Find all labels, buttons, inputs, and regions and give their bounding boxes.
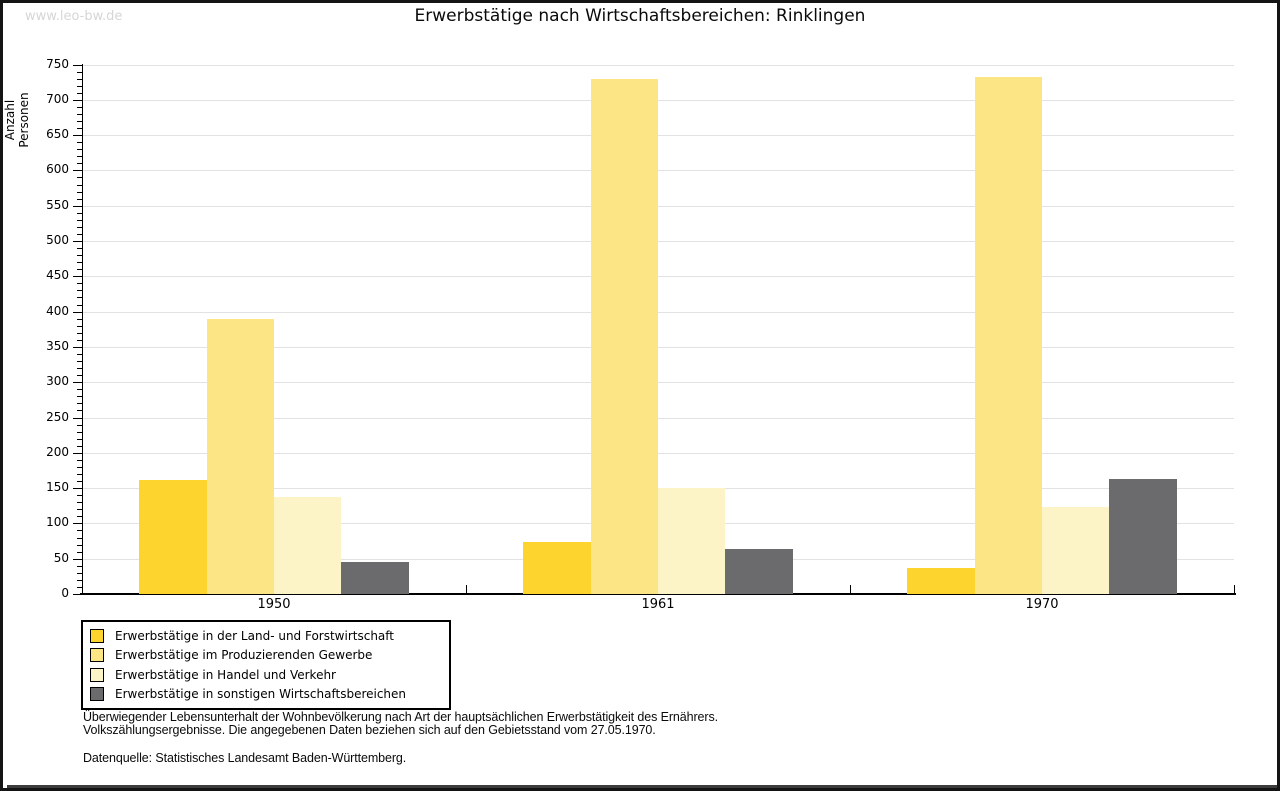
gridline (82, 206, 1234, 207)
bar (139, 480, 206, 594)
y-tick-label: 350 (46, 338, 69, 353)
x-boundary-tick (850, 585, 851, 593)
x-category-label: 1950 (257, 597, 291, 612)
bar (274, 497, 341, 594)
y-major-tick (73, 453, 82, 454)
legend-item (90, 665, 449, 685)
y-tick-label: 50 (53, 550, 69, 565)
gridline (82, 100, 1234, 101)
y-major-tick (73, 170, 82, 171)
x-category-label: 1970 (1025, 597, 1059, 612)
y-major-tick (73, 241, 82, 242)
y-major-tick (73, 206, 82, 207)
y-tick-label: 200 (46, 444, 69, 459)
y-tick-label: 500 (46, 233, 69, 247)
y-major-tick (73, 523, 82, 524)
footnote-line-2: Volkszählungsergebnisse. Die angegebenen Daten beziehen sich auf den Gebietsstand vom 27.05.1970. (83, 723, 656, 737)
legend (81, 620, 451, 710)
y-major-tick (73, 488, 82, 489)
y-axis-title: Anzahl Personen (3, 92, 31, 148)
legend-items (90, 626, 449, 704)
bar (907, 568, 974, 594)
legend-item (90, 626, 449, 646)
legend-label: Erwerbstätige im Produzierenden Gewerbe (115, 648, 373, 663)
y-tick-label: 250 (46, 409, 69, 424)
bar (658, 488, 725, 594)
y-tick-label: 100 (46, 515, 69, 530)
x-boundary-tick (82, 585, 83, 593)
bar (1042, 507, 1109, 594)
y-tick-label: 550 (46, 197, 69, 212)
gridline (82, 170, 1234, 171)
legend-label: Erwerbstätige in sonstigen Wirtschaftsbereichen (115, 687, 407, 702)
watermark: www.leo-bw.de (25, 9, 123, 24)
y-tick-label: 150 (46, 480, 69, 495)
bar (725, 549, 792, 594)
y-tick-label: 400 (46, 303, 69, 318)
legend-swatch (90, 629, 104, 643)
x-category-label: 1961 (641, 597, 675, 612)
y-major-tick (73, 559, 82, 560)
gridline (82, 276, 1234, 277)
y-major-tick (73, 382, 82, 383)
bar (523, 542, 590, 594)
y-major-tick (73, 418, 82, 419)
y-tick-label: 700 (46, 91, 69, 106)
y-tick-label: 0 (61, 586, 69, 600)
y-major-tick (73, 100, 82, 101)
window-bottom-shadow (7, 785, 1280, 791)
gridline (82, 312, 1234, 313)
y-major-tick (73, 65, 82, 66)
x-boundary-tick (1234, 585, 1235, 593)
gridline (82, 241, 1234, 242)
bar (975, 77, 1042, 594)
y-major-tick (73, 276, 82, 277)
y-tick-label: 300 (46, 374, 69, 389)
y-axis-line (82, 64, 83, 594)
y-major-tick (73, 347, 82, 348)
y-major-tick (73, 312, 82, 313)
legend-swatch (90, 687, 104, 701)
y-tick-label: 750 (46, 56, 69, 71)
gridline (82, 135, 1234, 136)
y-tick-label: 650 (46, 127, 69, 142)
bar (207, 319, 274, 594)
bar (591, 79, 658, 594)
legend-item (90, 646, 449, 666)
y-tick-label: 600 (46, 162, 69, 177)
legend-swatch (90, 668, 104, 682)
legend-label: Erwerbstätige in der Land- und Forstwirtschaft (115, 628, 394, 643)
bar (1109, 479, 1176, 594)
y-major-tick (73, 135, 82, 136)
y-tick-label: 450 (46, 268, 69, 283)
x-boundary-tick (466, 585, 467, 593)
gridline (82, 65, 1234, 66)
bar (341, 562, 408, 594)
chart-title: Erwerbstätige nach Wirtschaftsbereichen: Rinklingen (414, 6, 866, 26)
legend-swatch (90, 648, 104, 662)
footnote-line-1: Überwiegender Lebensunterhalt der Wohnbevölkerung nach Art der hauptsächlichen Erwerbstätigkeit des Ernährers. (83, 710, 718, 724)
legend-item (90, 685, 449, 705)
legend-label: Erwerbstätige in Handel und Verkehr (115, 667, 336, 682)
footnote-source: Datenquelle: Statistisches Landesamt Baden-Württemberg. (83, 751, 407, 765)
